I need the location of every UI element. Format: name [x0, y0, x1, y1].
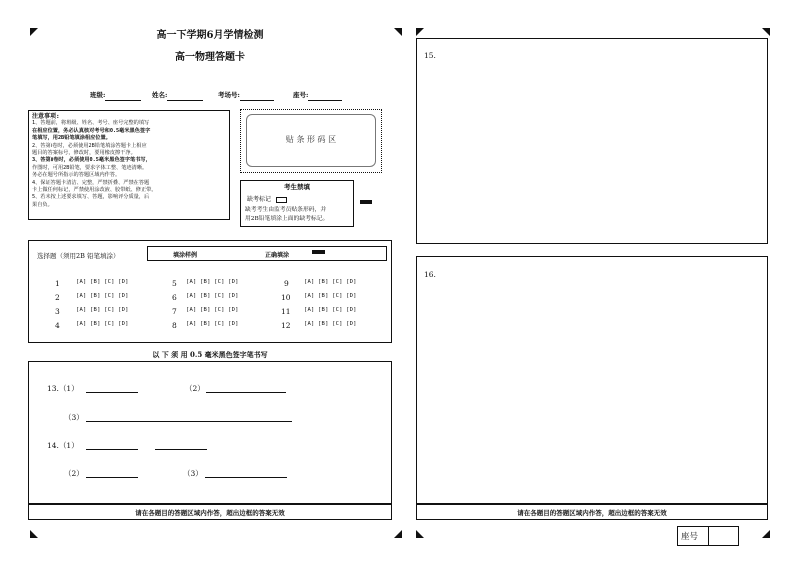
q14-part1b-input[interactable] [155, 449, 207, 450]
barcode-area-label: 贴 条 形 码 区 [285, 135, 337, 144]
seat-label: 座号: [293, 91, 309, 99]
q13-part3-input[interactable] [86, 421, 292, 422]
corner-mark-top-center-right [416, 28, 424, 36]
filled-mark [360, 200, 372, 204]
notice-line: 果自负。 [32, 201, 53, 208]
answer-bubbles[interactable]: [A] [B] [C] [D] [304, 321, 357, 327]
right-footer-note: 请在各题目的答题区域内作答，超出边框的答案无效 [517, 509, 667, 517]
absent-line-1: 缺考考生由监考员贴条形码，并 [245, 207, 327, 213]
exam-room-label: 考场号: [218, 91, 240, 99]
answer-bubbles[interactable]: [A] [B] [C] [D] [304, 293, 357, 299]
notice-line: 4、保证答题卡清洁、完整，严禁折叠、严禁在答题 [32, 179, 150, 186]
left-footer-note: 请在各题目的答题区域内作答，超出边框的答案无效 [135, 509, 285, 517]
notice-line: 2、答第Ⅰ卷时，必须使用2B铅笔填涂答题卡上相应 [32, 142, 147, 149]
notice-line: 3、答第Ⅱ卷时，必须使用0.5毫米黑色签字笔书写， [32, 157, 151, 164]
name-field[interactable] [152, 82, 203, 101]
question-number: 8 [172, 321, 177, 330]
page-title: 高一下学期6月学情检测 [156, 30, 264, 41]
exam-room-field[interactable] [218, 82, 274, 101]
answer-box-16[interactable] [416, 256, 768, 504]
notice-title: 注意事项: [32, 113, 60, 120]
notice-line: 1、答题前，将班级、姓名、考号、座号完整的填写 [32, 120, 150, 127]
q14-part3-input[interactable] [205, 477, 287, 478]
question-number: 10 [281, 293, 291, 302]
corner-mark-bottom-center [394, 530, 402, 538]
question-number: 3 [55, 307, 60, 316]
q14-part1-input[interactable] [86, 449, 138, 450]
question-number: 7 [172, 307, 177, 316]
q15-number: 15. [424, 51, 436, 60]
q14-part2-input[interactable] [86, 477, 138, 478]
notice-line: 笔填写，用2B铅笔填涂相应位置。 [32, 135, 111, 142]
question-number: 4 [55, 321, 60, 330]
correct-label: 正确填涂 [265, 252, 290, 259]
corner-mark-bottom-left [30, 530, 38, 538]
sample-label: 填涂样例 [173, 252, 198, 259]
notice-line: 务必在题号所指示的答题区域内作答。 [32, 172, 121, 179]
seat-divider [708, 526, 709, 546]
class-field[interactable] [90, 82, 141, 101]
q14-number: 14.（1） [47, 441, 79, 450]
answer-bubbles[interactable]: [A] [B] [C] [D] [76, 321, 129, 327]
answer-box-13-14 [28, 361, 392, 504]
answer-bubbles[interactable]: [A] [B] [C] [D] [186, 307, 239, 313]
page-subtitle: 高一物理答题卡 [175, 52, 245, 63]
q14-part3-label: （3） [183, 469, 203, 478]
corner-mark-top-right [762, 28, 770, 36]
answer-bubbles[interactable]: [A] [B] [C] [D] [186, 321, 239, 327]
notice-line: 在相应位置，务必认真核对考号和0.5毫米黑色签字 [32, 127, 151, 134]
q16-number: 16. [424, 270, 436, 279]
q13-part1-input[interactable] [86, 392, 138, 393]
answer-box-15[interactable] [416, 38, 768, 244]
answer-bubbles[interactable]: [A] [B] [C] [D] [76, 279, 129, 285]
question-number: 1 [55, 279, 60, 288]
corner-mark-top-center [394, 28, 402, 36]
answer-bubbles[interactable]: [A] [B] [C] [D] [186, 279, 239, 285]
notice-line: 卡上做任何标记，严禁使用涂改液、胶带纸、修正带。 [32, 187, 157, 194]
notice-line: 5、若未按上述要求填写、答题，影响评分质量，后 [32, 194, 150, 201]
q13-part2-label: （2） [185, 384, 205, 393]
corner-mark-bottom-center-right [416, 530, 424, 538]
q13-part3-label: （3） [64, 413, 84, 422]
absent-mark[interactable] [247, 194, 287, 203]
absent-mark-label: 缺考标记 [247, 196, 272, 203]
corner-mark-top-left [30, 28, 38, 36]
seat-field[interactable] [293, 82, 342, 101]
answer-bubbles[interactable]: [A] [B] [C] [D] [304, 307, 357, 313]
notice-line: 题目的答案标号，修改时，要用橡皮擦干净。 [32, 150, 136, 157]
correct-fill-mark [312, 250, 325, 254]
seat-number-label: 座号 [681, 532, 699, 542]
q13-part2-input[interactable] [206, 392, 286, 393]
answer-bubbles[interactable]: [A] [B] [C] [D] [76, 307, 129, 313]
answer-bubbles[interactable]: [A] [B] [C] [D] [186, 293, 239, 299]
choice-title: 选择题（须用2B 铅笔填涂） [37, 252, 120, 260]
notice-line: 作图时，可用2B铅笔，要求字体工整、笔迹清晰。 [32, 164, 148, 171]
answer-bubbles[interactable]: [A] [B] [C] [D] [304, 279, 357, 285]
question-number: 11 [281, 307, 291, 316]
pen-instruction: 以 下 须 用 0.5 毫米黑色签字笔书写 [152, 350, 268, 359]
q14-part2-label: （2） [64, 469, 84, 478]
q13-number: 13.（1） [47, 384, 79, 393]
class-label: 班级: [90, 91, 106, 99]
question-number: 2 [55, 293, 60, 302]
answer-bubbles[interactable]: [A] [B] [C] [D] [76, 293, 129, 299]
name-label: 姓名: [152, 91, 168, 99]
question-number: 6 [172, 293, 177, 302]
question-number: 5 [172, 279, 177, 288]
question-number: 9 [284, 279, 289, 288]
absent-title: 考生禁填 [284, 183, 310, 191]
absent-mark-box[interactable] [276, 197, 287, 203]
corner-mark-bottom-right [762, 530, 770, 538]
notice-text [32, 113, 228, 209]
question-number: 12 [281, 321, 291, 330]
absent-line-2: 用2B铅笔填涂上面的缺考标记。 [245, 216, 329, 222]
